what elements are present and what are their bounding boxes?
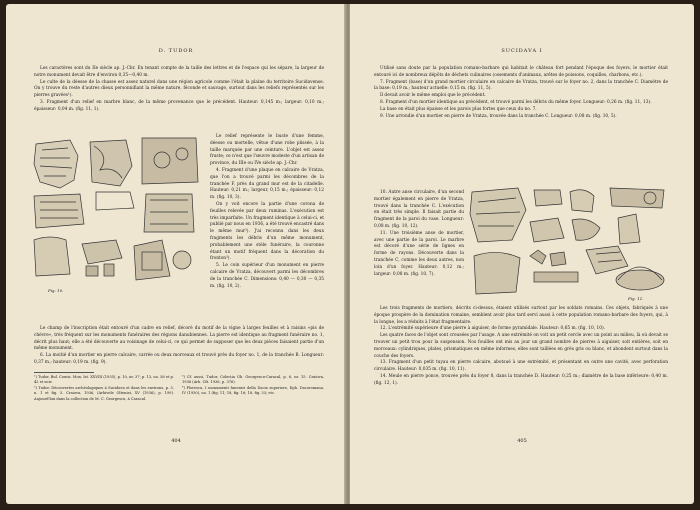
paragraph: Les caractères sont du IIe siècle ap. J.-Chr. En tenant compte de la taille des lettres et de l'espace qui les sépare, la largeur de notre monument devait être d'environ 0,35—0,40 m.	[34, 66, 324, 78]
paragraph: 4. Fragment d'une plaque en calcaire de Vratza, que l'on a trouvé parmi les décombres de la tranchée F, près du grand mur est de la citadelle. Hauteur: 0,21 m.; largeur, 0,15 m.; épaisseur: 0,12 m. (fig. 10, 3).	[210, 167, 324, 201]
paragraph: Le culte de la déesse de la chasse est assez naturel dans une région agricole comme l'était la plaine du territoire Sucidavense. On y trouve du reste d'autres dieux personnifiant la même nature, féconde et sauvage, surtout dans les reliefs représentés sur les pierres gravées¹).	[34, 79, 324, 99]
footnote: ¹) Tudor, Bul. Comis. Mon. Ist. XXVIII (1935), p. 10, nr. 37; p. 13, no. 58 et p. 42 et suiv.	[34, 375, 174, 385]
paragraph: On y voit encore la partie d'une corona de feuilles relevée par deux ruminas. L'exécution est très imparfaite. Un fragment identique à celui-ci, et publié par nous en 1936, a été trouvé encastré dans le même mur²). J'ai reconnu dans les deux fragments les débris d'un même monument, probablement une stèle funéraire, la couronne étant un motif fréquent dans la décoration du fronton³).	[210, 201, 324, 262]
right-text-top	[374, 66, 668, 120]
left-footnotes-col-1	[34, 375, 174, 402]
paragraph: 14. Meule en pierre ponce, trouvée près du foyer 8, dans la tranchée D. Hauteur: 0,25 m.; diamètre de la base inférieure: 0,40 m. (fig. 12, 1).	[374, 373, 668, 386]
left-footnotes-col-2	[182, 375, 324, 397]
paragraph: 12. L'extrémité supérieure d'une pierre à aiguiser, de forme pyramidale. Hauteur: 0,65 m. (fig. 10, 10).	[380, 326, 605, 332]
figure-10-caption: Fig. 10.	[48, 288, 64, 293]
paragraph: 3. Fragment d'un relief en marbre blanc, de la même provenance que le précédent. Hauteur: 0,145 m.; largeur: 0,10 m.; épaisseur: 0,04 m. (fig. 11, 1).	[34, 99, 324, 112]
paragraph: Le relief représente le buste d'une femme, déesse ou mortelle, vêtue d'une robe plissée, à la taille marquée par une ceinture. L'objet est assez fruste; ce n'est que l'œuvre modeste d'un artisan de province, du IIIe ou IVe siècle ap. J.-Chr.	[210, 134, 324, 167]
left-page-number: 404	[171, 438, 181, 444]
figure-11	[468, 184, 668, 302]
paragraph: Les quatre faces de l'objet sont creusées par l'usage. A une extrémité on voit un petit cercle avec un point au milieu, là où devait se trouver un petit trou pour la suspension. Nos fouilles ont mis au jour un grand nombre de pierres à aiguiser, soit entières, soit en morceaux: cylindriques, plates, prismatiques en même informes, elles sont taillées en grès gris ou blanc, et abondent surtout dans la couche des foyers.	[374, 333, 668, 359]
paragraph: 10. Autre anse circulaire, d'un second mortier également en pierre de Vratza, trouvé dans la tranchée C. L'exécution en était très simple. Il faisait partie du fragment de la paroi du vase. Longueur: 0,08 m. (fig. 10, 12).	[374, 190, 464, 229]
right-page	[350, 4, 694, 504]
footnote: ⁴) Florescu, I monumenti funerari della Dacia superiore, Eph. Dacoromana, IV (1930), no. 1 (fig. 11; 18, fig. 16; 18, fig. 33; etc.	[182, 385, 324, 396]
paragraph: 13. Fragment d'un petit tuyau en pierre calcaire, abotsué à une extrémité, et présentant en outre une cavité, avec perforation circulaire. Hauteur: 0,035 m. (fig. 10, 11).	[374, 360, 668, 373]
figure-10	[30, 136, 202, 293]
right-page-number: 405	[517, 438, 527, 444]
paragraph: Utilisé sans doute par la population romano-barbare qui habitait le château fort pendant l'époque des foyers, le mortier était entouré ici de nombreux dépôts de déchets culinaires (ossements d'animaux, arêtes de poissons, coquilles, charbons, etc.).	[374, 66, 668, 78]
paragraph: 8. Fragment d'un mortier identique au précédent, et trouvé parmi les débris du même foyer. Longueur: 0,26 m. (fig. 11, 13).	[380, 99, 652, 105]
paragraph: 6. La moitié d'un mortier en pierre calcaire, carrée ou deux morceaux et trouvé près du foyer no. 1, de la tranchée B. Longueur: 0,37 m.; hauteur: 0,19 m. (fig. 9).	[34, 353, 324, 365]
right-text-bottom	[374, 306, 668, 388]
footnote-rule	[34, 372, 94, 373]
paragraph: 7. Fragment (base) d'un grand mortier circulaire en calcaire de Vratza, trouvé sur le foyer no. 2, dans la tranchée C. Diamètre de la base: 0,19 m.; hauteur actuelle: 0,15 m. (fig. 11, 5).	[374, 79, 668, 92]
left-text-bottom	[34, 326, 324, 367]
paragraph: Le champ de l'inscription était entouré d'un cadre en relief, décoré du motif de la vigne à larges feuilles et à raisins «pis de chèvre», très fréquent sur les monuments funéraires des régions danubiennes. La pierre est identique au fragment funéraire no. 1, décrit plus haut; elle a été découverte au voisinage de celui-ci, ce qui permet de supposer que les deux pièces faisaient partie d'un même monument.	[34, 326, 324, 352]
figure-11-drawings	[468, 184, 668, 302]
figure-11-caption: Fig. 11.	[628, 296, 644, 301]
footnote: ³) Cf. aussi, Tudor, Colecția Gh. Georgescu-Caracal, p. 6, nr. 15. Craiova, 1936 (Arh. Olt. 1936, p. 376).	[182, 375, 324, 385]
right-text-side	[374, 190, 464, 278]
left-running-header: D. TUDOR	[158, 48, 194, 54]
left-page	[6, 4, 346, 504]
paragraph: 9. Une arrondie d'un mortier en pierre de Vratza, trouvée dans la tranchée C. Longueur: 0,08 m. (fig. 10, 5).	[380, 113, 617, 119]
footnote: ²) Tudor, Découvertes archéologiques à Sucidava et dans les environs, p. 5, n. 1 et fig. 5. Craiova, 1936, (Arhivele Olteniei, XV (1936), p. 199). Aujourd'hui dans la collection de M. C. Georgescu, à Caracal.	[34, 385, 174, 401]
left-text-side	[210, 134, 324, 290]
paragraph: 11. Une troisième anse de mortier, avec une partie de la paroi. Le marbre est décoré d'une série de lignes en forme de rayons. Découverte dans la tranchée C, comme les deux autres, non loin d'un foyer. Hauteur: 0,12 m.; largeur: 0,08 m. (fig. 10, 7).	[374, 230, 464, 277]
paragraph: Les trois fragments de mortiers, décrits ci-dessus, étaient utilisés surtout par les soldats romains. Ces objets, fabriqués à une époque prospère de la domination romaine, semblent avoir plus tard servi aussi à cette population romano-barbare des foyers, qui, à la longue, les a réduits à l'état fragmentaire.	[374, 306, 668, 325]
paragraph: 5. Le coin supérieur d'un monument en pierre calcaire de Vratza, découvert parmi les décombres de la tranchée C. Dimensions: 0,40 — 0,30 — 0,35 m. (fig. 10, 2).	[210, 263, 324, 289]
right-running-header: SUCIDAVA I	[501, 48, 543, 54]
figure-10-drawings	[30, 136, 202, 286]
paragraph: La base en était plus épaisse et les parois plus fortes que ceux du no. 7.	[380, 106, 537, 112]
paragraph: Il devait avoir le même emploi que le précédent.	[380, 93, 486, 99]
left-text-top	[34, 66, 324, 114]
